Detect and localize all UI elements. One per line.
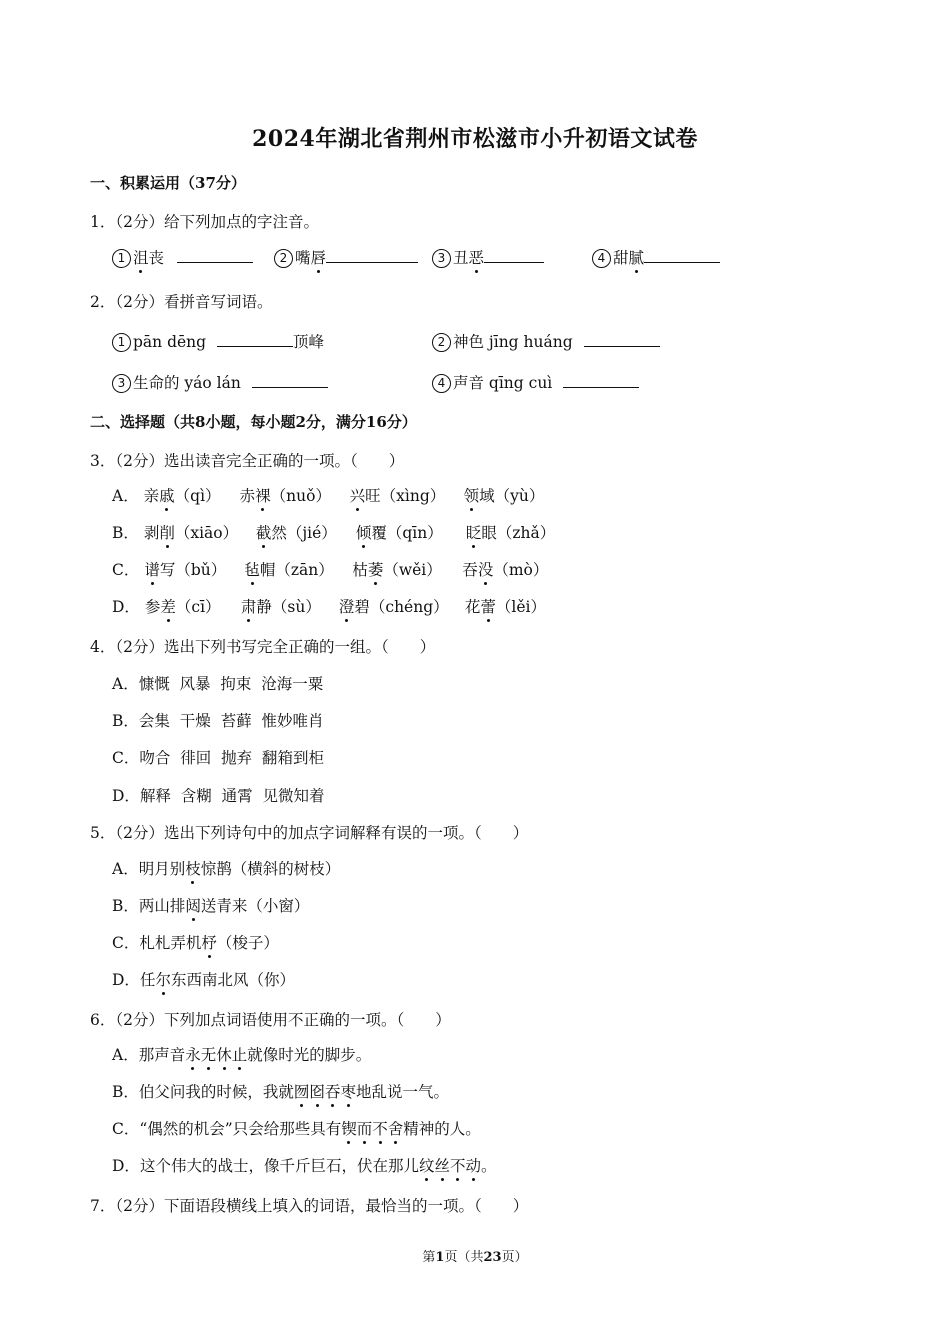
section-heading-1: 一、积累运用（37分） [90,174,246,192]
dotted-char: 永 [185,1046,201,1064]
circled-number: 2 [274,249,293,268]
q4-option-d[interactable]: D．解释 含糊 通霄 见微知着 [112,787,325,805]
answer-blank[interactable] [217,332,293,347]
dotted-char: 腻 [628,249,645,267]
q4-option-a[interactable]: A．慷慨 风暴 拘束 沧海一粟 [112,675,324,693]
q6-option-b[interactable]: B．伯父问我的时候，我就囫囵吞枣地乱说一气。 [112,1083,449,1101]
circled-number: 4 [592,249,611,268]
answer-blank[interactable] [252,373,328,388]
question-3-stem: 3．（2分）选出读音完全正确的一项。（ ） [90,452,405,470]
dotted-char: 囵 [309,1083,325,1101]
question-5-stem: 5．（2分）选出下列诗句中的加点字词解释有误的一项。（ ） [90,824,529,842]
q1-item-1: 1 沮丧 [112,246,253,268]
q1-item-2: 2 嘴唇 [274,246,418,268]
dotted-char: 囫 [293,1083,310,1101]
dotted-phrase [341,1120,403,1138]
circled-number: 1 [112,333,131,352]
dotted-char: 纹 [418,1157,435,1175]
dotted-char: 休 [216,1046,232,1064]
dotted-phrase [294,1083,356,1101]
dotted-char: 沮 [133,249,149,267]
q3-option-a[interactable]: A． 亲戚（qì） 赤裸（nuǒ） 兴旺（xìng） 领域（yù） [112,487,545,505]
answer-blank[interactable] [177,248,253,263]
q4-option-c[interactable]: C．吻合 徘回 抛弃 翻箱到柜 [112,749,324,767]
circled-number: 3 [432,249,451,268]
question-1-stem: 1．（2分）给下列加点的字注音。 [90,213,319,231]
dotted-char: 不 [449,1157,466,1175]
circled-number: 1 [112,249,131,268]
q6-option-d[interactable]: D．这个伟大的战士，像千斤巨石，伏在那儿纹丝不动。 [112,1157,497,1175]
q3-option-b[interactable]: B． 剥削（xiāo） 截然（jié） 倾覆（qīn） 眨眼（zhǎ） [112,524,556,542]
q5-option-d[interactable]: D．任尔东西南北风（你） [112,971,295,989]
dotted-char: 丝 [434,1157,450,1175]
dotted-char: 动 [465,1157,482,1175]
q5-option-b[interactable]: B．两山排闼送青来（小窗） [112,897,310,915]
dotted-char: 而 [356,1120,373,1138]
page-footer: 第1页（共23页） [422,1250,528,1265]
q2-item-1: 1 pān dēng 顶峰 [112,330,324,352]
q2-item-3: 3 生命的 yáo lán [112,371,328,393]
q5-option-a[interactable]: A．明月别枝惊鹊（横斜的树枝） [112,860,341,878]
circled-number: 4 [432,374,451,393]
q1-item-4: 4 甜腻 [592,246,720,268]
q2-item-4: 4 声音 qīng cuì [432,371,639,393]
dotted-char: 止 [231,1046,248,1064]
q3-option-c[interactable]: C． 谱写（bǔ） 毡帽（zān） 枯萎（wěi） 吞没（mò） [112,561,549,579]
dotted-char: 无 [200,1046,217,1064]
page-number: 1 [435,1250,445,1265]
dotted-char: 锲 [341,1120,357,1138]
question-4-stem: 4．（2分）选出下列书写完全正确的一组。（ ） [90,638,436,656]
question-6-stem: 6．（2分）下列加点词语使用不正确的一项。（ ） [90,1011,451,1029]
dotted-phrase [185,1046,247,1064]
page-title: 2024年湖北省荆州市松滋市小升初语文试卷 [252,126,698,152]
q6-option-c[interactable]: C．“偶然的机会”只会给那些具有锲而不舍精神的人。 [112,1120,481,1138]
dotted-char: 舍 [387,1120,404,1138]
circled-number: 3 [112,374,131,393]
q4-option-b[interactable]: B．会集 干燥 苔藓 惟妙唯肖 [112,712,324,730]
dotted-char: 吞 [324,1083,341,1101]
question-2-stem: 2．（2分）看拼音写词语。 [90,293,273,311]
q2-item-2: 2 神色 jīng huáng [432,330,660,352]
q3-option-d[interactable]: D． 参差（cī） 肃静（sù） 澄碧（chéng） 花蕾（lěi） [112,598,546,616]
circled-number: 2 [432,333,451,352]
dotted-char: 唇 [310,249,327,267]
answer-blank[interactable] [563,373,639,388]
dotted-char: 不 [372,1120,388,1138]
dotted-phrase [419,1157,481,1175]
section-heading-2: 二、选择题（共8小题，每小题2分，满分16分） [90,413,417,431]
answer-blank[interactable] [644,248,720,263]
q5-option-c[interactable]: C．札札弄机杼（梭子） [112,934,279,952]
dotted-char: 枣 [340,1083,356,1101]
question-7-stem: 7．（2分）下面语段横线上填入的词语，最恰当的一项。（ ） [90,1197,529,1215]
q6-option-a[interactable]: A．那声音永无休止就像时光的脚步。 [112,1046,372,1064]
page-total: 23 [483,1250,502,1265]
answer-blank[interactable] [584,332,660,347]
answer-blank[interactable] [326,248,418,263]
answer-blank[interactable] [484,248,544,263]
q1-item-3: 3 丑恶 [432,246,544,268]
dotted-char: 恶 [468,249,485,267]
